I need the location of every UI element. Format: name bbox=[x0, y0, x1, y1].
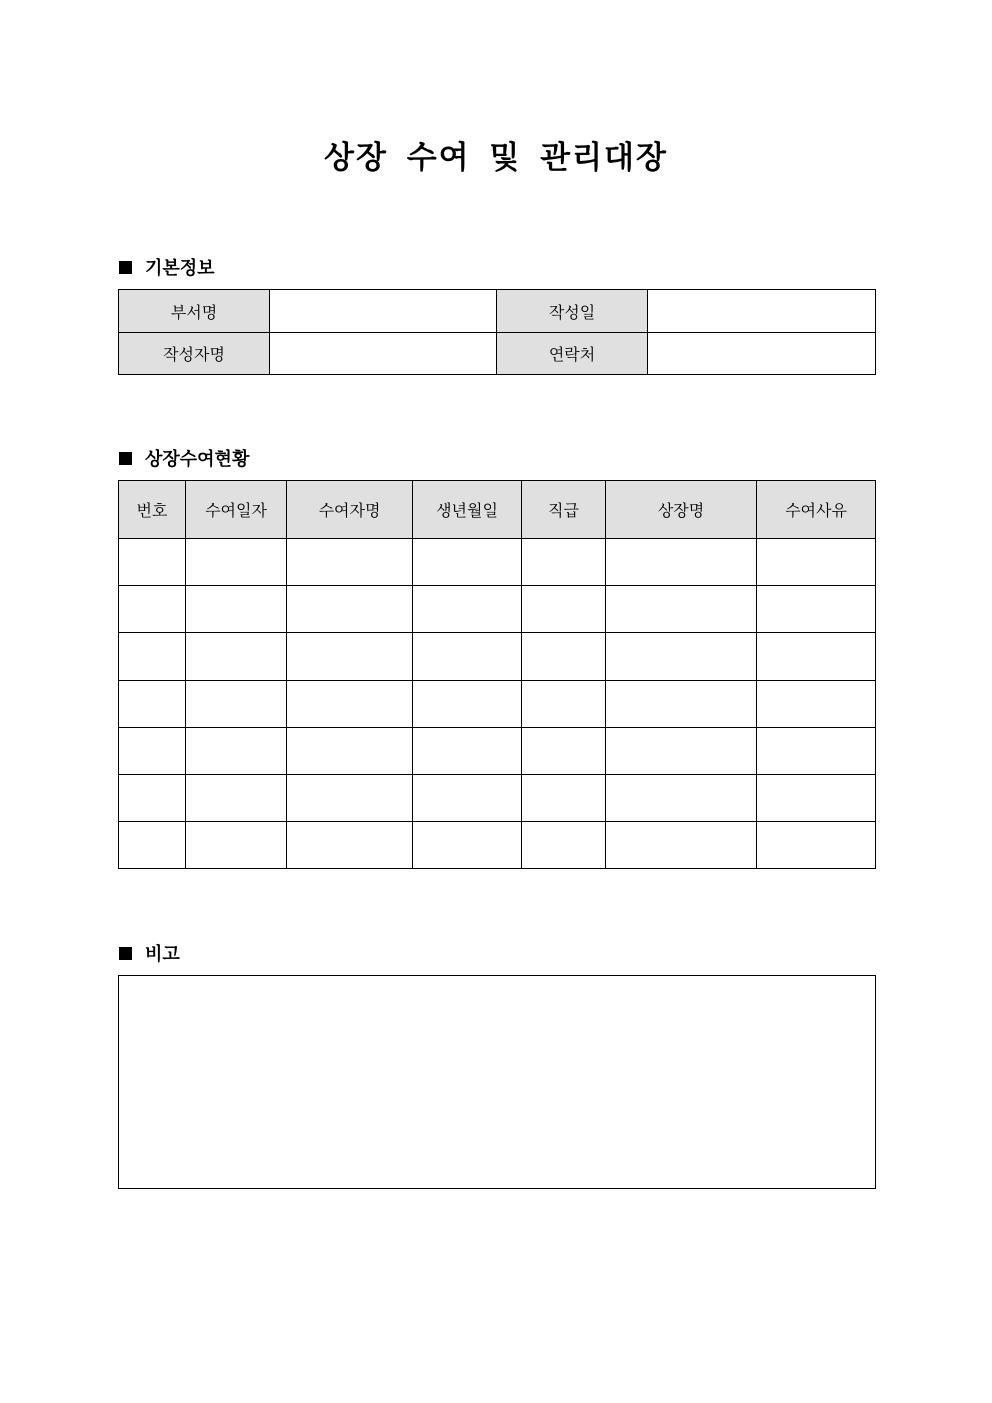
square-bullet-icon bbox=[119, 452, 132, 465]
table-cell[interactable] bbox=[287, 586, 413, 633]
table-cell[interactable] bbox=[287, 681, 413, 728]
author-name-label: 작성자명 bbox=[119, 333, 270, 375]
table-row bbox=[119, 681, 876, 728]
table-cell[interactable] bbox=[119, 681, 186, 728]
remarks-heading-label: 비고 bbox=[145, 944, 180, 965]
basic-info-row bbox=[119, 333, 876, 375]
table-cell[interactable] bbox=[119, 633, 186, 681]
table-cell[interactable] bbox=[757, 586, 876, 633]
table-cell[interactable] bbox=[287, 539, 413, 586]
table-cell[interactable] bbox=[119, 586, 186, 633]
column-header: 수여자명 bbox=[287, 481, 413, 539]
remarks-field[interactable] bbox=[118, 975, 876, 1189]
table-row bbox=[119, 775, 876, 822]
basic-info-table bbox=[118, 289, 876, 375]
table-row bbox=[119, 728, 876, 775]
department-field[interactable] bbox=[270, 290, 497, 333]
table-cell[interactable] bbox=[119, 728, 186, 775]
table-cell[interactable] bbox=[119, 822, 186, 869]
table-cell[interactable] bbox=[287, 822, 413, 869]
table-cell[interactable] bbox=[413, 586, 522, 633]
table-cell[interactable] bbox=[413, 539, 522, 586]
table-row bbox=[119, 633, 876, 681]
table-row bbox=[119, 539, 876, 586]
table-cell[interactable] bbox=[413, 633, 522, 681]
column-header: 번호 bbox=[119, 481, 186, 539]
column-header: 생년월일 bbox=[413, 481, 522, 539]
table-cell[interactable] bbox=[186, 633, 287, 681]
table-row bbox=[119, 586, 876, 633]
table-cell[interactable] bbox=[186, 681, 287, 728]
table-cell[interactable] bbox=[606, 633, 757, 681]
table-cell[interactable] bbox=[186, 539, 287, 586]
table-cell[interactable] bbox=[606, 822, 757, 869]
contact-label: 연락처 bbox=[497, 333, 648, 375]
awards-heading bbox=[119, 445, 249, 471]
table-cell[interactable] bbox=[186, 822, 287, 869]
table-cell[interactable] bbox=[522, 633, 606, 681]
awards-table bbox=[118, 480, 876, 869]
awards-header-row bbox=[119, 481, 876, 539]
table-cell[interactable] bbox=[757, 775, 876, 822]
table-cell[interactable] bbox=[757, 633, 876, 681]
table-cell[interactable] bbox=[522, 822, 606, 869]
table-cell[interactable] bbox=[186, 775, 287, 822]
column-header: 직급 bbox=[522, 481, 606, 539]
table-cell[interactable] bbox=[522, 681, 606, 728]
table-cell[interactable] bbox=[287, 728, 413, 775]
table-cell[interactable] bbox=[119, 775, 186, 822]
column-header: 수여사유 bbox=[757, 481, 876, 539]
remarks-heading bbox=[119, 940, 180, 966]
table-cell[interactable] bbox=[186, 586, 287, 633]
basic-info-heading bbox=[119, 254, 215, 280]
table-cell[interactable] bbox=[757, 728, 876, 775]
date-written-label: 작성일 bbox=[497, 290, 648, 333]
table-cell[interactable] bbox=[119, 539, 186, 586]
table-cell[interactable] bbox=[757, 681, 876, 728]
table-cell[interactable] bbox=[757, 539, 876, 586]
department-label: 부서명 bbox=[119, 290, 270, 333]
table-cell[interactable] bbox=[413, 681, 522, 728]
author-name-field[interactable] bbox=[270, 333, 497, 375]
table-row bbox=[119, 822, 876, 869]
table-cell[interactable] bbox=[606, 728, 757, 775]
table-cell[interactable] bbox=[413, 822, 522, 869]
table-cell[interactable] bbox=[606, 586, 757, 633]
table-cell[interactable] bbox=[413, 775, 522, 822]
date-written-field[interactable] bbox=[648, 290, 876, 333]
column-header: 수여일자 bbox=[186, 481, 287, 539]
basic-info-heading-label: 기본정보 bbox=[145, 258, 215, 279]
table-cell[interactable] bbox=[606, 539, 757, 586]
table-cell[interactable] bbox=[606, 775, 757, 822]
table-cell[interactable] bbox=[757, 822, 876, 869]
square-bullet-icon bbox=[119, 947, 132, 960]
table-cell[interactable] bbox=[413, 728, 522, 775]
contact-field[interactable] bbox=[648, 333, 876, 375]
table-cell[interactable] bbox=[522, 728, 606, 775]
table-cell[interactable] bbox=[522, 539, 606, 586]
table-cell[interactable] bbox=[522, 775, 606, 822]
awards-heading-label: 상장수여현황 bbox=[145, 449, 250, 470]
column-header: 상장명 bbox=[606, 481, 757, 539]
table-cell[interactable] bbox=[287, 633, 413, 681]
table-cell[interactable] bbox=[186, 728, 287, 775]
page-title: 상장 수여 및 관리대장 bbox=[324, 140, 668, 176]
table-cell[interactable] bbox=[287, 775, 413, 822]
table-cell[interactable] bbox=[606, 681, 757, 728]
table-cell[interactable] bbox=[522, 586, 606, 633]
basic-info-row bbox=[119, 290, 876, 333]
square-bullet-icon bbox=[119, 261, 132, 274]
